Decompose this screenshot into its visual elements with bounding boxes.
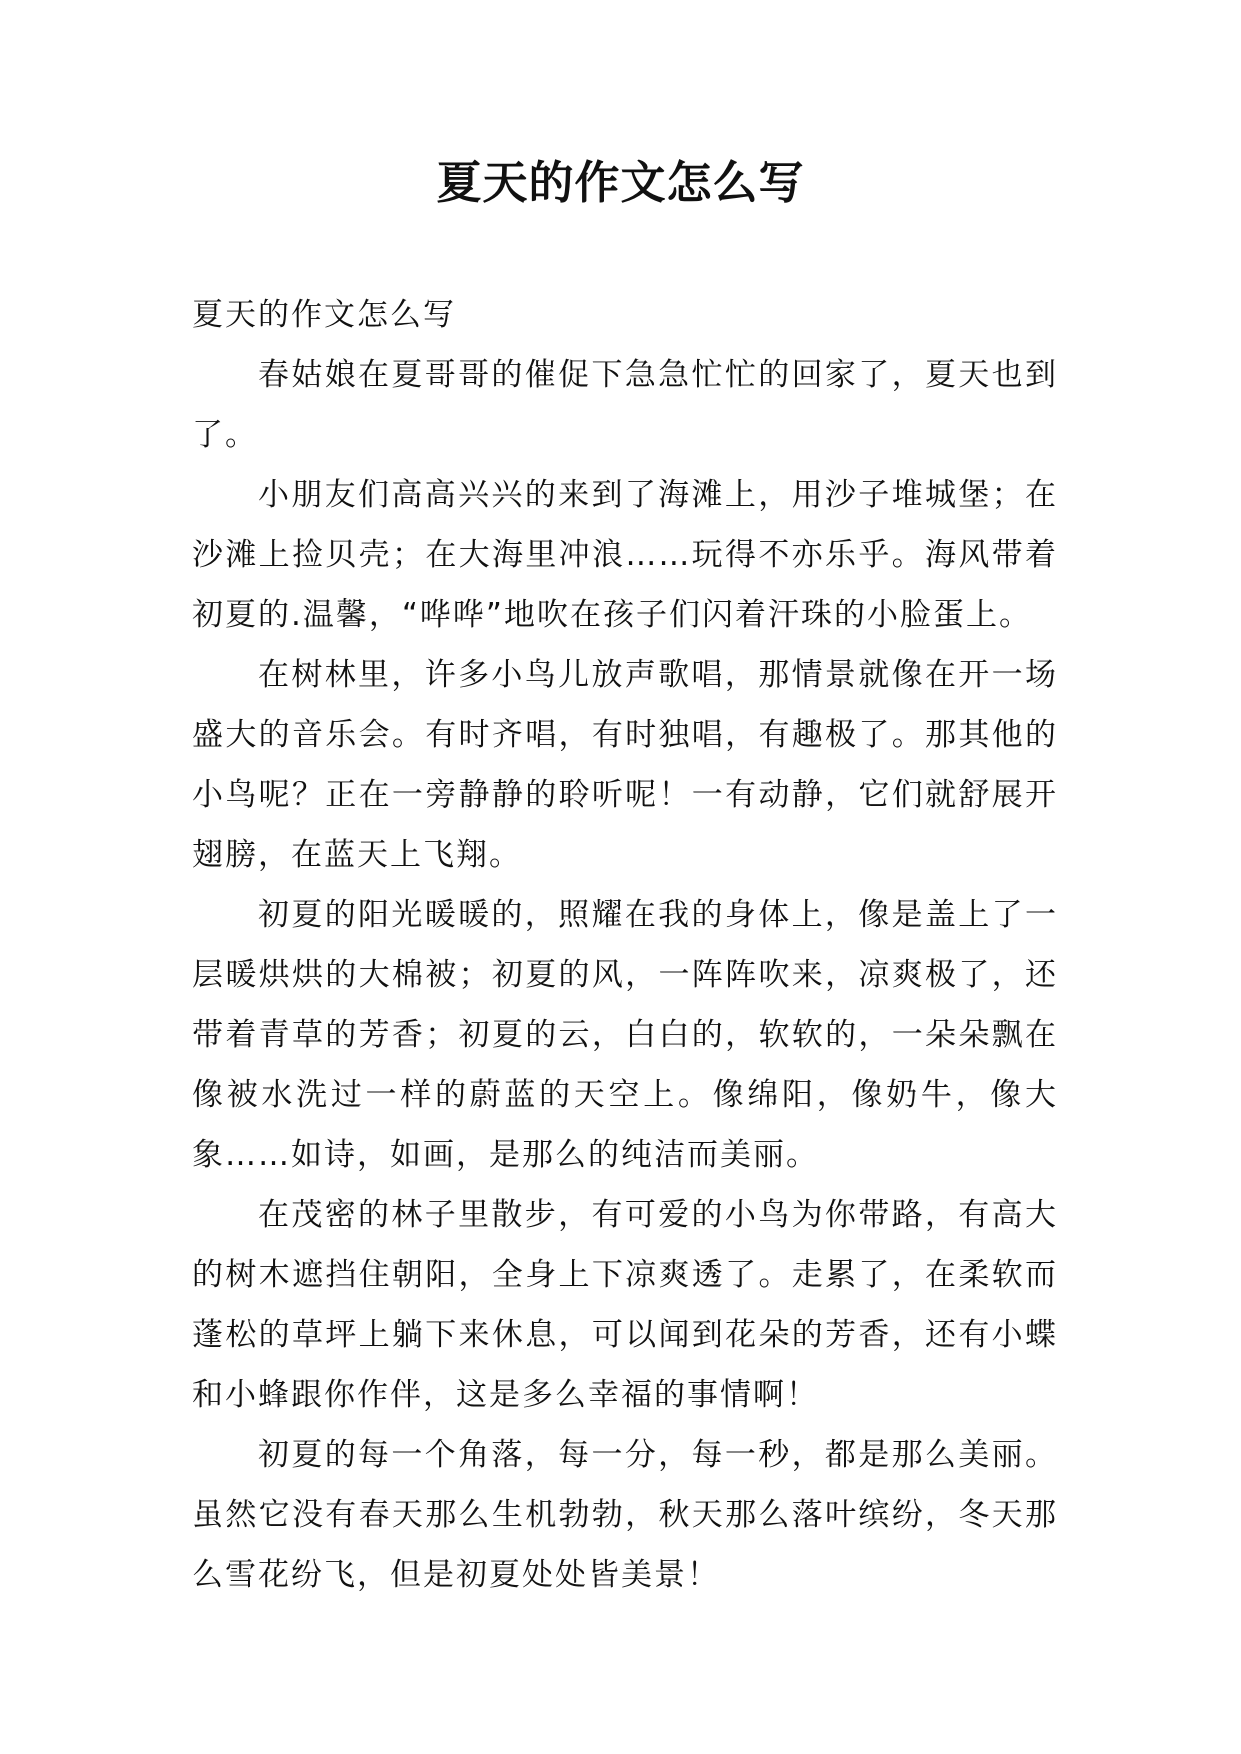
paragraph-3: 在树林里，许多小鸟儿放声歌唱，那情景就像在开一场盛大的音乐会。有时齐唱，有时独唱，有趣极了。那其他的小鸟呢？正在一旁静静的聆听呢！一有动静，它们就舒展开翅膀，在蓝天上飞翔。 xyxy=(192,657,1058,873)
paragraph-1: 春姑娘在夏哥哥的催促下急急忙忙的回家了，夏天也到了。 xyxy=(192,357,1058,453)
paragraph-2: 小朋友们高高兴兴的来到了海滩上，用沙子堆城堡；在沙滩上捡贝壳；在大海里冲浪……玩得不亦乐乎。海风带着初夏的.温馨，“哗哗”地吹在孩子们闪着汗珠的小脸蛋上。 xyxy=(192,477,1058,633)
document-subtitle: 夏天的作文怎么写 xyxy=(192,297,456,333)
paragraph-5: 在茂密的林子里散步，有可爱的小鸟为你带路，有高大的树木遮挡住朝阳，全身上下凉爽透了。走累了，在柔软而蓬松的草坪上躺下来休息，可以闻到花朵的芳香，还有小蝶和小蜂跟你作伴，这是多么幸福的事情啊！ xyxy=(192,1197,1058,1413)
paragraph-6: 初夏的每一个角落，每一分，每一秒，都是那么美丽。虽然它没有春天那么生机勃勃，秋天那么落叶缤纷，冬天那么雪花纷飞，但是初夏处处皆美景！ xyxy=(192,1437,1058,1593)
document-body xyxy=(192,285,1058,1605)
paragraph-4: 初夏的阳光暖暖的，照耀在我的身体上，像是盖上了一层暖烘烘的大棉被；初夏的风，一阵阵吹来，凉爽极了，还带着青草的芳香；初夏的云，白白的，软软的，一朵朵飘在像被水洗过一样的蔚蓝的天空上。像绵阳，像奶牛，像大象……如诗，如画，是那么的纯洁而美丽。 xyxy=(192,897,1058,1173)
document-title: 夏天的作文怎么写 xyxy=(436,156,805,209)
